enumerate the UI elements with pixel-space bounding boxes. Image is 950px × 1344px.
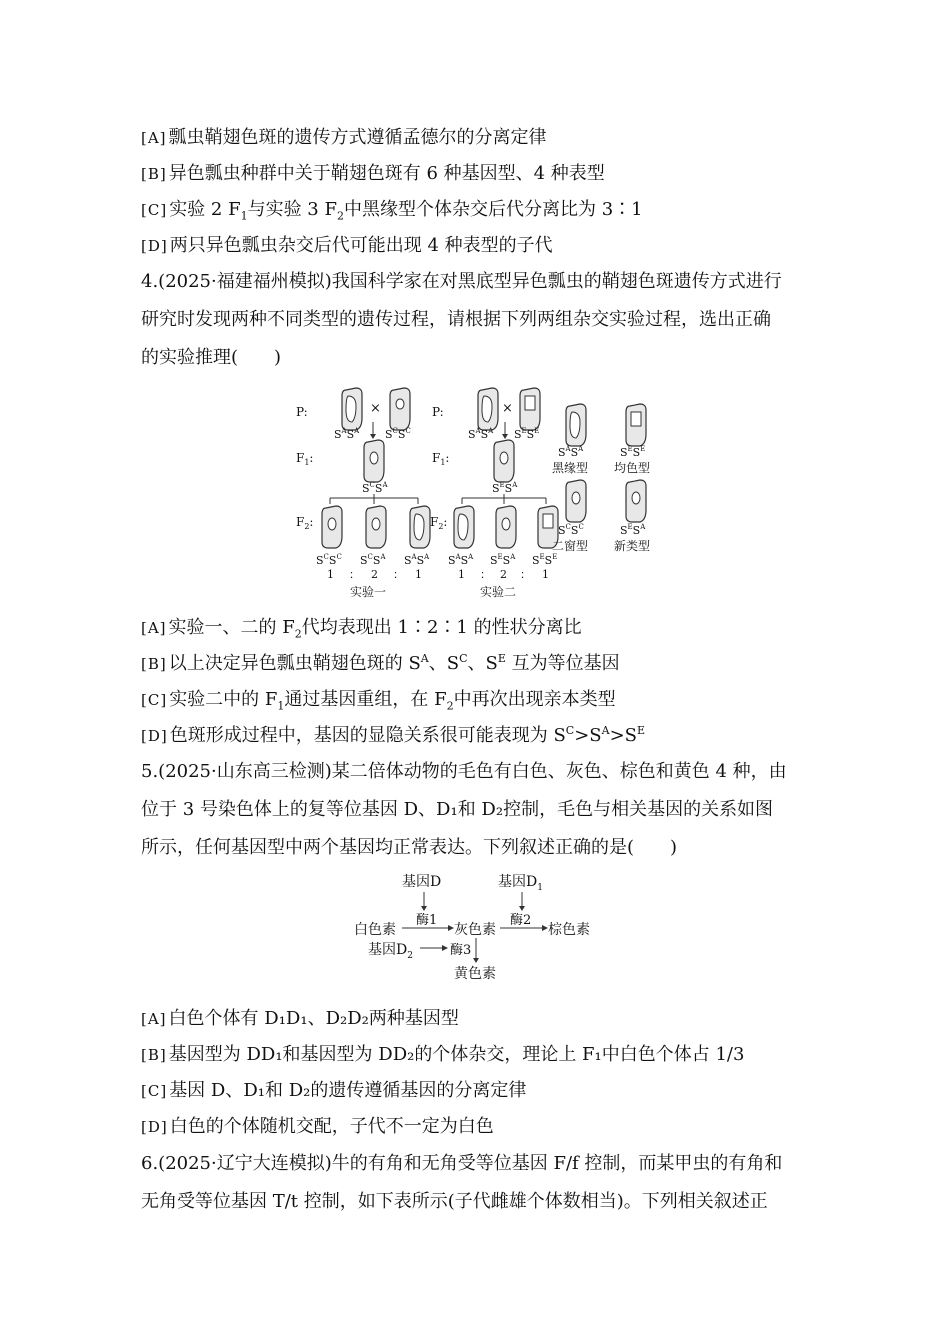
legend-new-type: 新类型 [614,539,651,553]
q5-stem-line-3: 所示，任何基因型中两个基因均正常表达。下列叙述正确的是( ) [141,837,678,858]
q4-exp1-label: 实验一 [350,585,387,599]
q4-stem-line-1: 4.(2025·福建福州模拟)我国科学家在对黑底型异色瓢虫的鞘翅色斑遗传方式进行 [141,271,782,292]
svg-text:SCSA: $S^CS^A$ [362,481,388,495]
enzyme-2-label: 酶2 [510,913,532,928]
q6-stem-line-1: 6.(2025·辽宁大连模拟)牛的有角和无角受等位基因 F/f 控制，而某甲虫的有角和 [141,1153,783,1174]
q3-option-c: [C] 实验 2 $F_1$与实验 3 $F_2$中黑缘型个体杂交后代分离比为 3∶1 [141,199,643,223]
svg-text:：: ： [520,568,531,581]
q5-option-c: [C] 基因 D、D₁和 D₂的遗传遵循基因的分离定律 [141,1080,527,1101]
svg-text:SCSC: $S^CS^C$ [385,427,411,441]
legend-black-margin: 黑缘型 [552,461,589,475]
enzyme-3-label: 酶3 [450,943,472,958]
svg-text:SASA: $S^AS^A$ [448,553,474,567]
svg-text:SESA: $S^ES^A$ [490,553,516,567]
q4-option-d: [D] 色斑形成过程中，基因的显隐关系很可能表现为 $S^C>S^A>S^E$ [141,724,646,746]
legend-two-window: 二窗型 [552,539,589,553]
q4-f1-label-2: $F_1$: [432,451,450,467]
beetle-wing [410,506,430,548]
beetle-wing [454,506,474,548]
beetle-wing [478,388,498,430]
svg-text:SASA: $S^AS^A$ [468,427,494,441]
q4-cross-diagram [290,380,670,605]
q5-pigment-pathway [350,868,610,986]
svg-text:2: 2 [500,568,507,581]
legend-uniform: 均色型 [614,461,651,475]
svg-text:1: 1 [327,568,334,581]
svg-text:SASA: $S^AS^A$ [404,553,430,567]
svg-text:SESE: $S^ES^E$ [620,445,646,459]
svg-text:SESE: $S^ES^E$ [514,427,540,441]
q4-cross-symbol-1: × [370,401,381,416]
beetle-wing [496,506,516,548]
svg-text:：: ： [480,568,491,581]
beetle-wing [390,388,410,430]
beetle-wing [566,480,586,522]
q4-option-b: [B] 以上决定异色瓢虫鞘翅色斑的 $S^A$、$S^C$、$S^E$ 互为等位基因 [141,652,620,674]
q4-stem-line-2: 研究时发现两种不同类型的遗传过程，请根据下列两组杂交实验过程，选出正确 [141,309,771,330]
svg-text:1: 1 [458,568,465,581]
q4-f1-label-1: $F_1$: [296,451,314,467]
q5-stem-line-2: 位于 3 号染色体上的复等位基因 D、D₁和 D₂控制，毛色与相关基因的关系如图 [141,799,774,820]
beetle-wing [366,506,386,548]
svg-text:SESE: $S^ES^E$ [532,553,558,567]
gene-d1-label: 基因$D_1$ [498,874,543,893]
q3-option-a: [A] 瓢虫鞘翅色斑的遗传方式遵循孟德尔的分离定律 [141,127,547,148]
gene-d2-label: 基因$D_2$ [368,942,413,961]
q6-stem-line-2: 无角受等位基因 T/t 控制，如下表所示(子代雌雄个体数相当)。下列相关叙述正 [141,1191,768,1212]
q5-option-b: [B] 基因型为 DD₁和基因型为 DD₂的个体杂交，理论上 F₁中白色个体占 1/3 [141,1044,745,1065]
svg-text:：: ： [393,568,404,581]
yellow-pigment-label: 黄色素 [454,966,496,982]
enzyme-1-label: 酶1 [416,913,438,928]
q4-p-label-2: P: [432,405,444,419]
q4-option-a: [A] 实验一、二的 $F_2$代均表现出 1∶2∶1 的性状分离比 [141,617,582,641]
q3-option-d: [D] 两只异色瓢虫杂交后代可能出现 4 种表型的子代 [141,235,553,256]
q5-option-d: [D] 白色的个体随机交配，子代不一定为白色 [141,1116,494,1137]
svg-text:SASA: $S^AS^A$ [558,445,584,459]
beetle-wing [322,506,342,548]
q3-option-b: [B] 异色瓢虫种群中关于鞘翅色斑有 6 种基因型、4 种表型 [141,163,605,184]
beetle-wing [494,440,514,482]
q5-stem-line-1: 5.(2025·山东高三检测)某二倍体动物的毛色有白色、灰色、棕色和黄色 4 种，由 [141,761,787,782]
svg-text:SESA: $S^ES^A$ [492,481,518,495]
svg-text:1: 1 [415,568,422,581]
beetle-wing [364,440,384,482]
brown-pigment-label: 棕色素 [548,922,590,938]
svg-text:1: 1 [542,568,549,581]
svg-text:：: ： [349,568,360,581]
q4-option-c: [C] 实验二中的 $F_1$通过基因重组，在 $F_2$中再次出现亲本类型 [141,689,616,713]
q5-option-a: [A] 白色个体有 D₁D₁、D₂D₂两种基因型 [141,1008,459,1029]
q4-cross-symbol-2: × [502,401,513,416]
q4-f2-label-2: $F_2$: [430,515,448,531]
q4-f2-label-1: $F_2$: [296,515,314,531]
q4-exp2-label: 实验二 [480,585,517,599]
svg-text:SASA: $S^AS^A$ [334,427,360,441]
gene-d-label: 基因D [402,874,442,890]
q4-p-label-1: P: [296,405,308,419]
q4-stem-line-3: 的实验推理( ) [141,347,282,368]
svg-text:SESA: $S^ES^A$ [620,523,646,537]
beetle-wing [566,404,586,446]
white-pigment-label: 白色素 [354,922,396,938]
svg-text:SCSC: $S^CS^C$ [316,553,342,567]
beetle-wing [626,404,646,446]
beetle-wing [342,388,362,430]
beetle-wing [626,480,646,522]
svg-text:SCSA: $S^CS^A$ [360,553,386,567]
gray-pigment-label: 灰色素 [454,922,496,938]
beetle-wing [520,388,540,430]
svg-text:2: 2 [371,568,378,581]
svg-text:SCSC: $S^CS^C$ [558,523,584,537]
